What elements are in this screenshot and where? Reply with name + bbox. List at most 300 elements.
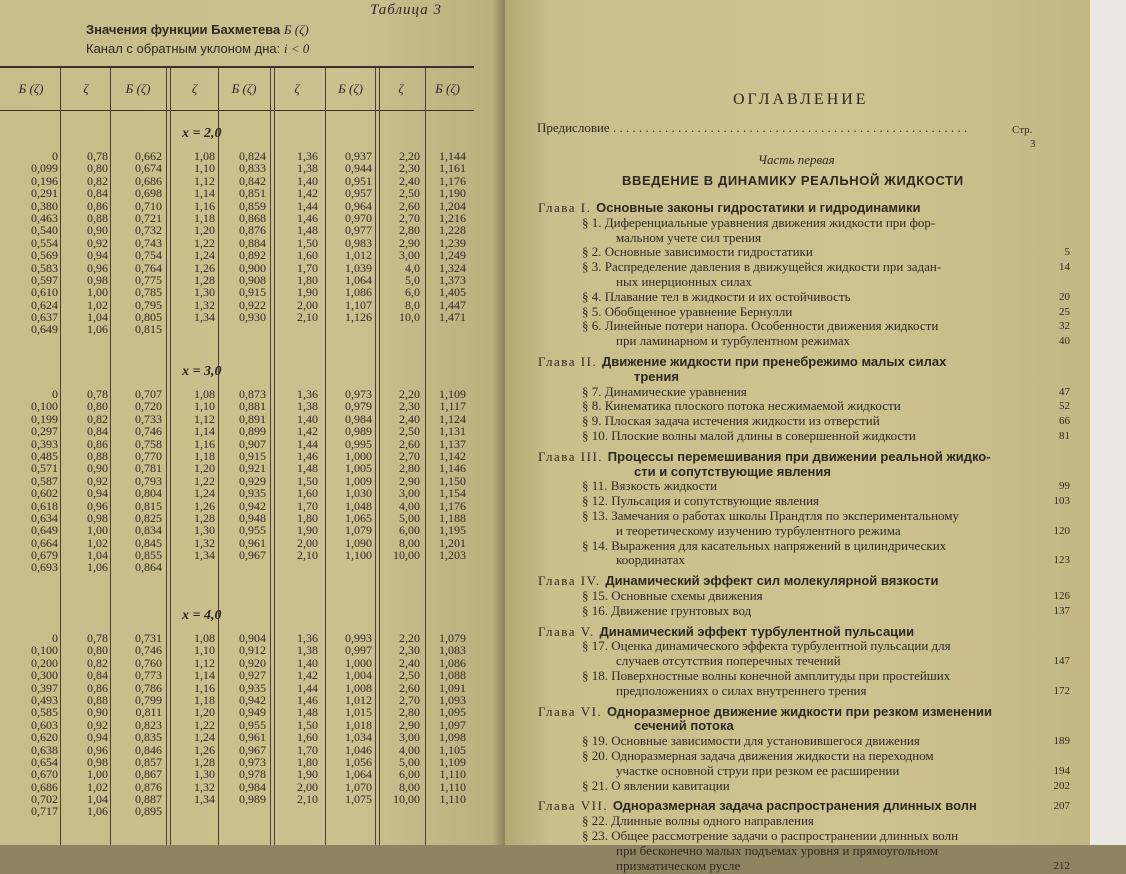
toc-entry — [582, 508, 959, 524]
toc-page-number: 52 — [1059, 400, 1070, 413]
toc-entry-title: Общее рассмотрение задачи о распространении длинных волн — [611, 828, 959, 843]
toc-page-number: 40 — [1059, 335, 1070, 348]
table-cell: 1,12 — [194, 173, 215, 188]
table-cell: 0,587 — [31, 473, 58, 488]
table-cell: 1,405 — [439, 285, 466, 300]
table-cell: 1,239 — [439, 235, 466, 250]
toc-section-number: § 5. — [582, 303, 605, 319]
table-cell: 1,30 — [194, 285, 215, 300]
table-cell: 1,000 — [345, 448, 372, 463]
table-cell: 1,034 — [345, 730, 372, 745]
table-cell: 2,60 — [399, 680, 420, 695]
table-cell: 0,915 — [239, 448, 266, 463]
table-cell: 0,88 — [87, 210, 108, 225]
table-cell: 1,10 — [194, 399, 215, 414]
table-cell: 1,44 — [297, 680, 318, 695]
toc-entry — [616, 230, 761, 246]
table-cell: 0,554 — [31, 235, 58, 250]
table-cell: 1,204 — [439, 198, 466, 213]
table-cell: 4,00 — [399, 498, 420, 513]
table-cell: 0,693 — [31, 560, 58, 575]
table-cell: 0,845 — [135, 535, 162, 550]
toc-section-number: § 18. — [582, 668, 612, 683]
table-cell: 0,815 — [135, 498, 162, 513]
table-cell: 0,620 — [31, 730, 58, 745]
table-cell: 0,955 — [239, 523, 266, 538]
table-cell: 1,203 — [439, 548, 466, 563]
table-column-values — [218, 150, 266, 323]
table-cell: 0,540 — [31, 223, 58, 238]
toc-entry — [582, 748, 934, 764]
table-cell: 0,746 — [135, 643, 162, 658]
table-cell: 1,110 — [439, 792, 466, 807]
table-cell: 0,674 — [135, 161, 162, 176]
table-cell: 1,38 — [297, 399, 318, 414]
table-cell: 1,48 — [297, 461, 318, 476]
table-cell: 1,60 — [297, 486, 318, 501]
table-cell: 1,38 — [297, 161, 318, 176]
table-cell: 0,86 — [87, 680, 108, 695]
table-cell: 1,04 — [87, 792, 108, 807]
table-cell: 0,793 — [135, 473, 162, 488]
table-cell: 0,873 — [239, 387, 266, 401]
table-cell: 0,773 — [135, 668, 162, 683]
table-cell: 0,781 — [135, 461, 162, 476]
toc-section-number: § 16. — [582, 602, 612, 618]
toc-section-number: § 21. — [582, 777, 612, 793]
toc-entry — [616, 333, 850, 349]
toc-entry-title: Движение грунтовых вод — [611, 602, 752, 618]
table-cell: 1,50 — [297, 235, 318, 250]
table-cell: 1,70 — [297, 498, 318, 513]
table-cell: 3,00 — [399, 730, 420, 745]
table-cell: 0,710 — [135, 198, 162, 213]
table-cell: 0,835 — [135, 730, 162, 745]
table-cell: 3,00 — [399, 248, 420, 263]
toc-section-number: § 14. — [582, 537, 612, 553]
table-cell: 1,34 — [194, 310, 215, 325]
table-cell: 0,775 — [135, 272, 162, 287]
table-column-values — [272, 632, 318, 805]
table-cell: 1,110 — [439, 779, 466, 794]
table-cell: 1,018 — [345, 717, 372, 732]
table-cell: 1,216 — [439, 210, 466, 225]
table-cell: 0,967 — [239, 742, 266, 757]
table-cell: 2,50 — [399, 668, 420, 683]
table-cell: 0,92 — [87, 717, 108, 732]
table-cell: 5,00 — [399, 510, 420, 525]
table-cell: 2,40 — [399, 173, 420, 188]
toc-entry — [634, 718, 734, 734]
table-cell: 1,097 — [439, 717, 466, 732]
table-cell: 1,26 — [194, 260, 215, 275]
table-cell: 1,16 — [194, 436, 215, 451]
table-cell: 0,815 — [135, 322, 162, 337]
toc-chapter — [538, 449, 991, 465]
table-cell: 0,291 — [31, 186, 58, 201]
table-cell: 1,110 — [439, 767, 466, 782]
table-cell: 0,585 — [31, 705, 58, 720]
table-cell: 1,02 — [87, 297, 108, 312]
table-cell: 2,20 — [399, 149, 420, 163]
table-cell: 0,842 — [239, 173, 266, 188]
table-cell: 0,686 — [31, 779, 58, 794]
toc-chapter — [538, 354, 946, 370]
toc-entry-title: при бесконечно малых подъемах уровня и прямоугольном — [616, 842, 939, 858]
table-column-values — [378, 388, 420, 561]
table-cell: 1,08 — [194, 387, 215, 401]
table-cell: 3,00 — [399, 486, 420, 501]
table-cell: 1,142 — [439, 448, 466, 463]
table-cell: 1,60 — [297, 730, 318, 745]
table-column-header: Б (ζ) — [435, 81, 460, 96]
table-cell: 0,811 — [135, 705, 162, 720]
toc-entry-title: Динамический эффект турбулентной пульсации — [599, 623, 915, 639]
table-cell: 2,60 — [399, 198, 420, 213]
table-cell: 0,851 — [239, 186, 266, 201]
table-cell: 1,28 — [194, 754, 215, 769]
table-cell: 1,195 — [439, 523, 466, 538]
table-cell: 1,40 — [297, 173, 318, 188]
table-cell: 0,948 — [239, 510, 266, 525]
table-column-values — [218, 632, 266, 805]
table-cell: 1,154 — [439, 486, 466, 501]
toc-entry — [582, 398, 901, 414]
table-cell: 1,18 — [194, 210, 215, 225]
table-cell: 0,859 — [239, 198, 266, 213]
table-column-values — [110, 632, 162, 818]
table-cell: 0,834 — [135, 523, 162, 538]
toc-entry-title: Динамические уравнения — [604, 383, 747, 399]
table-cell: 0,900 — [239, 260, 266, 275]
table-section-label: x = 4,0 — [182, 608, 222, 623]
toc-section-number: § 20. — [582, 748, 612, 763]
table-cell: 0,951 — [345, 173, 372, 188]
toc-chapter — [538, 704, 992, 720]
toc-section-number: § 10. — [582, 428, 612, 443]
table-heading — [86, 22, 309, 38]
table-cell: 1,188 — [439, 510, 466, 525]
table-column-values — [110, 150, 162, 336]
toc-section-number: § 2. — [582, 244, 605, 260]
table-column-header: ζ — [191, 81, 198, 96]
toc-entry — [616, 274, 752, 290]
toc-entry-title: Кинематика плоского потока несжимаемой жидкости — [604, 398, 901, 414]
table-cell: 1,086 — [439, 655, 466, 670]
table-cell: 0,732 — [135, 223, 162, 238]
table-cell: 0,602 — [31, 486, 58, 501]
table-cell: 2,60 — [399, 436, 420, 451]
toc-entry — [582, 813, 814, 829]
table-column-header: Б (ζ) — [125, 81, 151, 96]
toc-entry — [582, 413, 880, 429]
table-cell: 0,98 — [87, 754, 108, 769]
table-cell: 0,904 — [239, 631, 266, 645]
table-cell: 1,40 — [297, 411, 318, 426]
table-cell: 0,78 — [87, 149, 108, 163]
toc-entry-title: Одноразмерное движение жидкости при резком изменении — [607, 703, 992, 719]
table-cell: 0,805 — [135, 310, 162, 325]
table-cell: 0,569 — [31, 248, 58, 263]
toc-page-number: 25 — [1059, 305, 1070, 318]
table-cell: 0,881 — [239, 399, 266, 414]
table-cell: 0,937 — [345, 149, 372, 163]
table-cell: 1,90 — [297, 523, 318, 538]
toc-entry-title: Основные схемы движения — [611, 588, 763, 603]
toc-entry-title: Плоская задача истечения жидкости из отверстий — [604, 413, 880, 429]
table-cell: 1,447 — [439, 297, 466, 312]
table-cell: 0,638 — [31, 742, 58, 757]
toc-entry-title: Основные зависимости гидростатики — [604, 244, 813, 260]
table-cell: 0,637 — [31, 310, 58, 325]
table-cell: 1,20 — [194, 705, 215, 720]
table-column-values — [378, 632, 420, 805]
table-cell: 1,44 — [297, 436, 318, 451]
table-cell: 0,983 — [345, 235, 372, 250]
table-cell: 1,100 — [345, 548, 372, 563]
toc-page-number: 147 — [1053, 655, 1070, 668]
table-cell: 1,124 — [439, 411, 466, 426]
table-cell: 0,967 — [239, 548, 266, 563]
table-cell: 0,912 — [239, 643, 266, 658]
table-cell: 1,46 — [297, 448, 318, 463]
table-cell: 1,126 — [345, 310, 372, 325]
table-cell: 2,70 — [399, 448, 420, 463]
table-cell: 0,200 — [31, 655, 58, 670]
table-cell: 1,22 — [194, 235, 215, 250]
table-cell: 1,228 — [439, 223, 466, 238]
table-cell: 0,867 — [135, 767, 162, 782]
table-column-values — [218, 388, 266, 561]
table-cell: 0,78 — [87, 387, 108, 401]
table-cell: 0,955 — [239, 717, 266, 732]
table-cell: 0,393 — [31, 436, 58, 451]
toc-section-number: § 1. — [582, 214, 605, 230]
table-cell: 1,015 — [345, 705, 372, 720]
table-cell: 0,786 — [135, 680, 162, 695]
toc-entry-title: ных инерционных силах — [616, 274, 752, 289]
table-cell: 0,717 — [31, 804, 58, 819]
toc-page-number: 99 — [1059, 480, 1070, 493]
table-cell: 0 — [52, 631, 58, 645]
table-cell: 0,603 — [31, 717, 58, 732]
toc-section-number: § 22. — [582, 813, 612, 829]
table-cell: 1,24 — [194, 248, 215, 263]
table-cell: 0,922 — [239, 297, 266, 312]
table-cell: 1,90 — [297, 285, 318, 300]
toc-entry — [634, 464, 831, 480]
toc-preface-page: 3 — [1030, 138, 1036, 150]
table-cell: 0,899 — [239, 424, 266, 439]
toc-preface — [537, 120, 967, 136]
toc-page-number: 123 — [1053, 554, 1070, 567]
table-cell: 0,649 — [31, 322, 58, 337]
toc-section-number: § 13. — [582, 508, 612, 523]
toc-entry — [582, 603, 751, 619]
table-cell: 0,618 — [31, 498, 58, 513]
table-cell: 0,824 — [239, 149, 266, 163]
table-cell: 6,00 — [399, 523, 420, 538]
table-cell: 1,048 — [345, 498, 372, 513]
table-cell: 5,0 — [405, 272, 420, 287]
table-cell: 1,083 — [439, 643, 466, 658]
table-cell: 1,80 — [297, 754, 318, 769]
toc-chapter-number: Глава V. — [538, 623, 600, 639]
table-cell: 4,0 — [405, 260, 420, 275]
table-cell: 0,957 — [345, 186, 372, 201]
toc-entry — [616, 763, 899, 779]
table-cell: 0,583 — [31, 260, 58, 275]
toc-chapter — [538, 624, 914, 640]
toc-section-number: § 19. — [582, 733, 612, 749]
table-cell: 1,030 — [345, 486, 372, 501]
table-cell: 0,961 — [239, 730, 266, 745]
table-cell: 1,107 — [345, 297, 372, 312]
toc-entry-title: Распределение давления в движущейся жидкости при задан- — [604, 259, 942, 275]
table-cell: 0,876 — [135, 779, 162, 794]
table-cell: 1,28 — [194, 272, 215, 287]
toc-page-number: 137 — [1053, 604, 1070, 617]
table-cell: 1,176 — [439, 173, 466, 188]
table-cell: 1,000 — [345, 655, 372, 670]
table-cell: 1,131 — [439, 424, 466, 439]
toc-section-number: § 7. — [582, 383, 605, 399]
table-cell: 2,10 — [297, 548, 318, 563]
table-cell: 1,30 — [194, 767, 215, 782]
table-cell: 0,964 — [345, 198, 372, 213]
table-cell: 1,065 — [345, 510, 372, 525]
toc-page-number: 47 — [1059, 385, 1070, 398]
table-cell: 2,00 — [297, 297, 318, 312]
table-cell: 1,04 — [87, 548, 108, 563]
toc-page-number: 14 — [1059, 261, 1070, 274]
table-cell: 6,00 — [399, 767, 420, 782]
table-cell: 0,733 — [135, 411, 162, 426]
table-column-values — [0, 388, 58, 574]
toc-page-number: 103 — [1053, 495, 1070, 508]
table-cell: 1,40 — [297, 655, 318, 670]
table-cell: 1,012 — [345, 248, 372, 263]
table-cell: 1,70 — [297, 742, 318, 757]
toc-chapter-number: Глава II. — [538, 354, 602, 369]
table-cell: 0,90 — [87, 461, 108, 476]
toc-section-number: § 4. — [582, 288, 605, 304]
table-column-header: Б (ζ) — [18, 81, 44, 96]
left-page — [0, 0, 505, 845]
toc-entry — [582, 289, 851, 305]
table-cell: 1,38 — [297, 643, 318, 658]
table-cell: 1,098 — [439, 730, 466, 745]
table-cell: 1,08 — [194, 149, 215, 163]
toc-page-number: 5 — [1064, 246, 1070, 259]
table-cell: 0,686 — [135, 173, 162, 188]
table-cell: 0,935 — [239, 680, 266, 695]
toc-entry-title: Вязкость жидкости — [610, 478, 718, 494]
table-cell: 0,929 — [239, 473, 266, 488]
toc-page-number: 202 — [1053, 779, 1070, 792]
table-cell: 0,92 — [87, 473, 108, 488]
table-cell: 1,144 — [439, 149, 466, 163]
table-cell: 0,823 — [135, 717, 162, 732]
toc-entry-title: Плоские волны малой длины в совершенной жидкости — [611, 428, 916, 443]
table-cell: 1,109 — [439, 754, 466, 769]
table-cell: 0,731 — [135, 631, 162, 645]
toc-page-number: 32 — [1059, 320, 1070, 333]
table-cell: 1,06 — [87, 560, 108, 575]
table-cell: 1,36 — [297, 631, 318, 645]
table-cell: 0,380 — [31, 198, 58, 213]
table-cell: 1,90 — [297, 767, 318, 782]
table-cell: 0,876 — [239, 223, 266, 238]
table-cell: 1,42 — [297, 424, 318, 439]
table-cell: 1,324 — [439, 260, 466, 275]
table-cell: 1,009 — [345, 473, 372, 488]
toc-page-number: 194 — [1053, 764, 1070, 777]
table-cell: 0,84 — [87, 186, 108, 201]
table-cell: 1,091 — [439, 680, 466, 695]
table-cell: 1,079 — [345, 523, 372, 538]
table-cell: 0,915 — [239, 285, 266, 300]
toc-section-number: § 8. — [582, 398, 605, 414]
table-cell: 0,597 — [31, 272, 58, 287]
table-cell: 0,921 — [239, 461, 266, 476]
table-column-values — [425, 150, 466, 323]
toc-entry — [616, 653, 841, 669]
table-cell: 1,22 — [194, 473, 215, 488]
toc-entry — [582, 259, 941, 275]
toc-section-number: § 9. — [582, 413, 605, 429]
toc-chapter-number: Глава IV. — [538, 573, 606, 589]
table-cell: 0,94 — [87, 486, 108, 501]
table-section-label: x = 2,0 — [182, 126, 222, 141]
table-cell: 2,80 — [399, 705, 420, 720]
toc-entry-title: при ламинарном и турбулентном режимах — [616, 333, 850, 349]
table-cell: 2,70 — [399, 692, 420, 707]
table-cell: 1,12 — [194, 655, 215, 670]
table-cell: 2,20 — [399, 387, 420, 401]
toc-entry-title: и теоретическому изучению турбулентного режима — [616, 522, 901, 538]
table-cell: 0,702 — [31, 792, 58, 807]
toc-entry-title: Процессы перемешивания при движении реальной жидко- — [607, 448, 991, 464]
table-column-values — [170, 150, 215, 323]
table-cell: 0,721 — [135, 210, 162, 225]
table-cell: 0,908 — [239, 272, 266, 287]
table-cell: 1,32 — [194, 535, 215, 550]
toc-preface-page-label: Стр. — [1012, 124, 1033, 136]
table-cell: 1,12 — [194, 411, 215, 426]
table-cell: 1,20 — [194, 223, 215, 238]
table-cell: 0,707 — [135, 387, 162, 401]
table-column-values — [110, 388, 162, 574]
toc-entry-title: Диференциальные уравнения движения жидкости при фор- — [604, 214, 936, 230]
table-cell: 0,84 — [87, 668, 108, 683]
toc-entry-title: сти и сопутствующие явления — [634, 463, 831, 479]
table-cell: 1,064 — [345, 767, 372, 782]
table-cell: 0,973 — [239, 754, 266, 769]
table-cell: 1,24 — [194, 730, 215, 745]
table-cell: 1,44 — [297, 198, 318, 213]
table-cell: 1,056 — [345, 754, 372, 769]
table-cell: 0,634 — [31, 510, 58, 525]
table-column-values — [325, 632, 372, 805]
table-cell: 1,32 — [194, 297, 215, 312]
table-cell: 2,50 — [399, 186, 420, 201]
table-cell: 1,004 — [345, 668, 372, 683]
table-cell: 0,664 — [31, 535, 58, 550]
table-cell: 1,08 — [194, 631, 215, 645]
table-cell: 0,927 — [239, 668, 266, 683]
table-column-values — [170, 388, 215, 561]
